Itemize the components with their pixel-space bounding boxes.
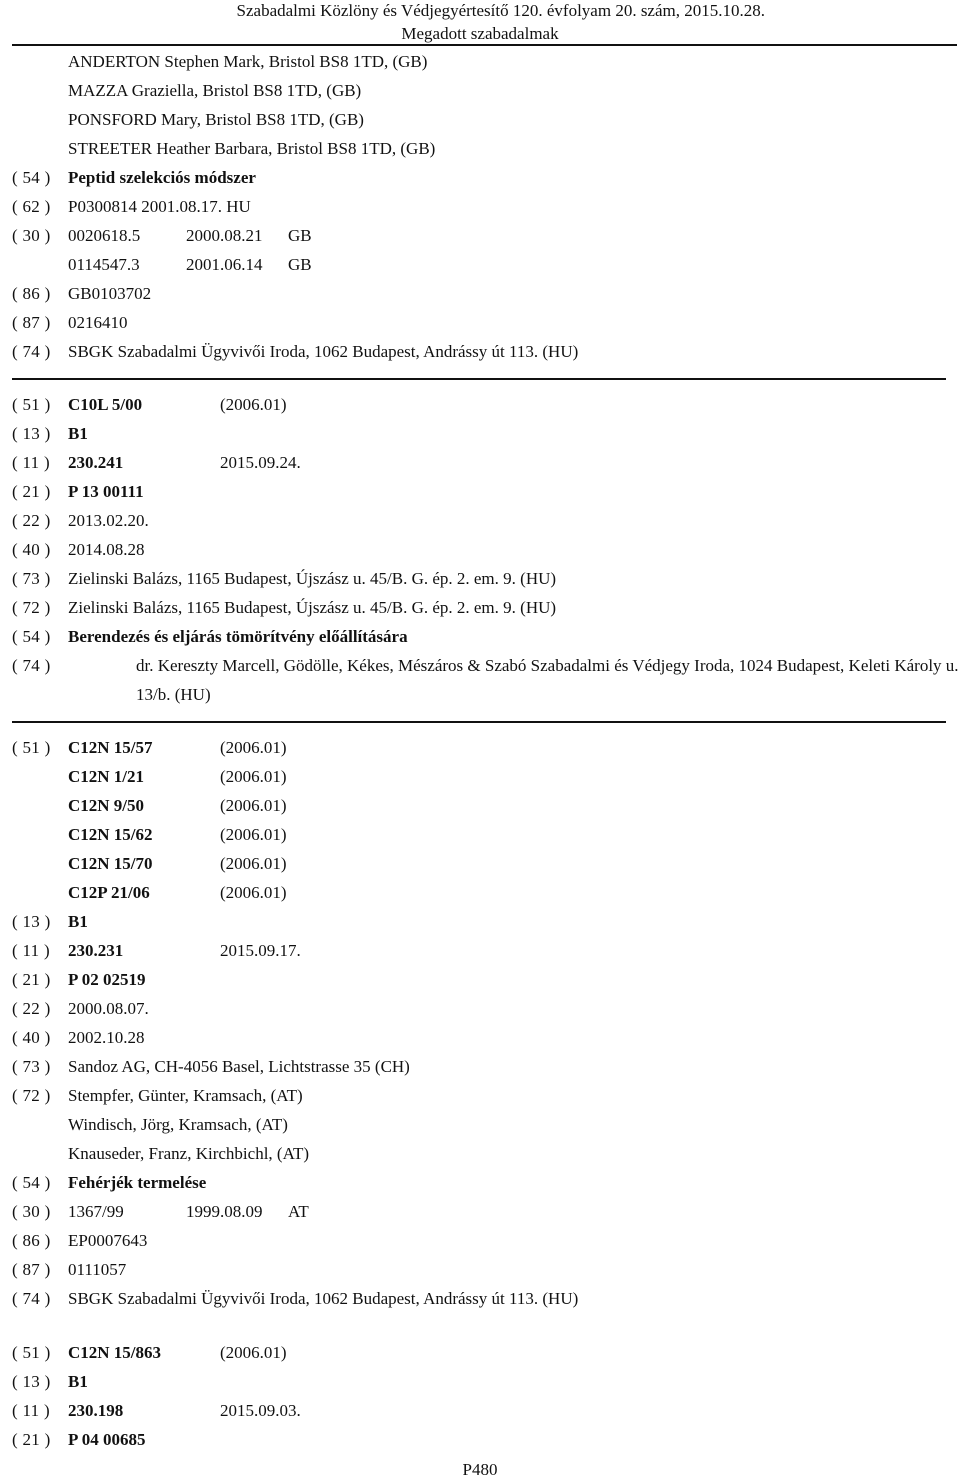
patent-title: Berendezés és eljárás tömörítvény előállítására bbox=[68, 627, 408, 646]
record-separator bbox=[0, 709, 960, 733]
title-row: ( 54 ) Berendezés és eljárás tömörítvény előállítására bbox=[0, 622, 960, 651]
priority-row: 0114547.3 2001.06.14 GB bbox=[68, 255, 312, 274]
ipc-row: ( 51 ) C10L 5/00 (2006.01) bbox=[12, 395, 287, 414]
inventor-row: Knauseder, Franz, Kirchbichl, (AT) bbox=[68, 1144, 310, 1163]
application-row: ( 21 ) P 13 00111 bbox=[12, 482, 144, 501]
owner-row: ( 73 ) Zielinski Balázs, 1165 Budapest, Újszász u. 45/B. G. ép. 2. em. 9. (HU) bbox=[12, 569, 557, 588]
header-rule bbox=[12, 44, 957, 46]
priority-row: ( 30 ) 1367/99 1999.08.09 AT bbox=[12, 1202, 309, 1221]
patent-record-continued bbox=[0, 47, 960, 366]
publication-row: ( 40 ) 2002.10.28 bbox=[12, 1028, 145, 1047]
wo-row: ( 87 ) 0111057 bbox=[12, 1260, 127, 1279]
number-row: ( 11 ) 230.231 2015.09.17. bbox=[12, 941, 301, 960]
ipc-row: ( 51 ) C12N 15/863 (2006.01) bbox=[12, 1343, 287, 1362]
application-row: ( 21 ) P 04 00685 bbox=[12, 1430, 146, 1449]
inventor-row: Windisch, Jörg, Kramsach, (AT) bbox=[68, 1115, 288, 1134]
application-row: ( 21 ) P 02 02519 bbox=[12, 970, 146, 989]
filing-row: ( 22 ) 2000.08.07. bbox=[12, 999, 149, 1018]
inventor-line: MAZZA Graziella, Bristol BS8 1TD, (GB) bbox=[68, 81, 362, 100]
number-row: ( 11 ) 230.198 2015.09.03. bbox=[12, 1401, 301, 1420]
agent-row: ( 74 ) dr. Kereszty Marcell, Gödölle, Kékes, Mészáros & Szabó Szabadalmi és Védjegy Iroda, 1024 Budapest, Keleti Károly u. 13/b. (HU) bbox=[12, 656, 959, 704]
publication-row: ( 40 ) 2014.08.28 bbox=[12, 540, 145, 559]
record-gap bbox=[0, 1313, 960, 1338]
patent-list bbox=[0, 47, 960, 1454]
page-number: P480 bbox=[462, 1460, 498, 1479]
ipc-row: C12N 15/62 (2006.01) bbox=[68, 825, 287, 844]
division-row: ( 62 ) P0300814 2001.08.17. HU bbox=[12, 197, 251, 216]
title-row: ( 54 ) Fehérjék termelése bbox=[0, 1168, 960, 1197]
title-row: ( 54 ) Peptid szelekciós módszer bbox=[0, 163, 960, 192]
inventor-row: ( 72 ) Stempfer, Günter, Kramsach, (AT) bbox=[12, 1086, 303, 1105]
kind-row: ( 13 ) B1 bbox=[12, 424, 88, 443]
filing-row: ( 22 ) 2013.02.20. bbox=[12, 511, 149, 530]
priority-row: ( 30 ) 0020618.5 2000.08.21 GB bbox=[12, 226, 312, 245]
patent-record bbox=[0, 390, 960, 709]
ipc-row: C12N 9/50 (2006.01) bbox=[68, 796, 287, 815]
pct-row: ( 86 ) EP0007643 bbox=[12, 1231, 148, 1250]
ipc-row: C12P 21/06 (2006.01) bbox=[68, 883, 287, 902]
patent-title: Fehérjék termelése bbox=[68, 1173, 207, 1192]
inventor-line: STREETER Heather Barbara, Bristol BS8 1TD, (GB) bbox=[68, 139, 436, 158]
pct-row: ( 86 ) GB0103702 bbox=[12, 284, 152, 303]
section-title: Megadott szabadalmak bbox=[401, 24, 559, 43]
inventor-line: PONSFORD Mary, Bristol BS8 1TD, (GB) bbox=[68, 110, 364, 129]
kind-row: ( 13 ) B1 bbox=[12, 912, 88, 931]
inventor-row: ( 72 ) Zielinski Balázs, 1165 Budapest, Újszász u. 45/B. G. ép. 2. em. 9. (HU) bbox=[12, 598, 557, 617]
patent-record bbox=[0, 733, 960, 1313]
kind-row: ( 13 ) B1 bbox=[12, 1372, 88, 1391]
ipc-row: ( 51 ) C12N 15/57 (2006.01) bbox=[12, 738, 287, 757]
ipc-row: C12N 1/21 (2006.01) bbox=[68, 767, 287, 786]
agent-row: ( 74 ) SBGK Szabadalmi Ügyvivői Iroda, 1062 Budapest, Andrássy út 113. (HU) bbox=[12, 342, 579, 361]
number-row: ( 11 ) 230.241 2015.09.24. bbox=[12, 453, 301, 472]
wo-row: ( 87 ) 0216410 bbox=[12, 313, 128, 332]
agent-row: ( 74 ) SBGK Szabadalmi Ügyvivői Iroda, 1062 Budapest, Andrássy út 113. (HU) bbox=[12, 1289, 579, 1308]
patent-title: Peptid szelekciós módszer bbox=[68, 168, 256, 187]
patent-record bbox=[0, 1338, 960, 1454]
publication-header: Szabadalmi Közlöny és Védjegyértesítő 120. évfolyam 20. szám, 2015.10.28. bbox=[236, 1, 765, 20]
owner-row: ( 73 ) Sandoz AG, CH-4056 Basel, Lichtstrasse 35 (CH) bbox=[12, 1057, 410, 1076]
inventor-line: ANDERTON Stephen Mark, Bristol BS8 1TD, (GB) bbox=[68, 52, 428, 71]
record-separator bbox=[0, 366, 960, 390]
ipc-row: C12N 15/70 (2006.01) bbox=[68, 854, 287, 873]
